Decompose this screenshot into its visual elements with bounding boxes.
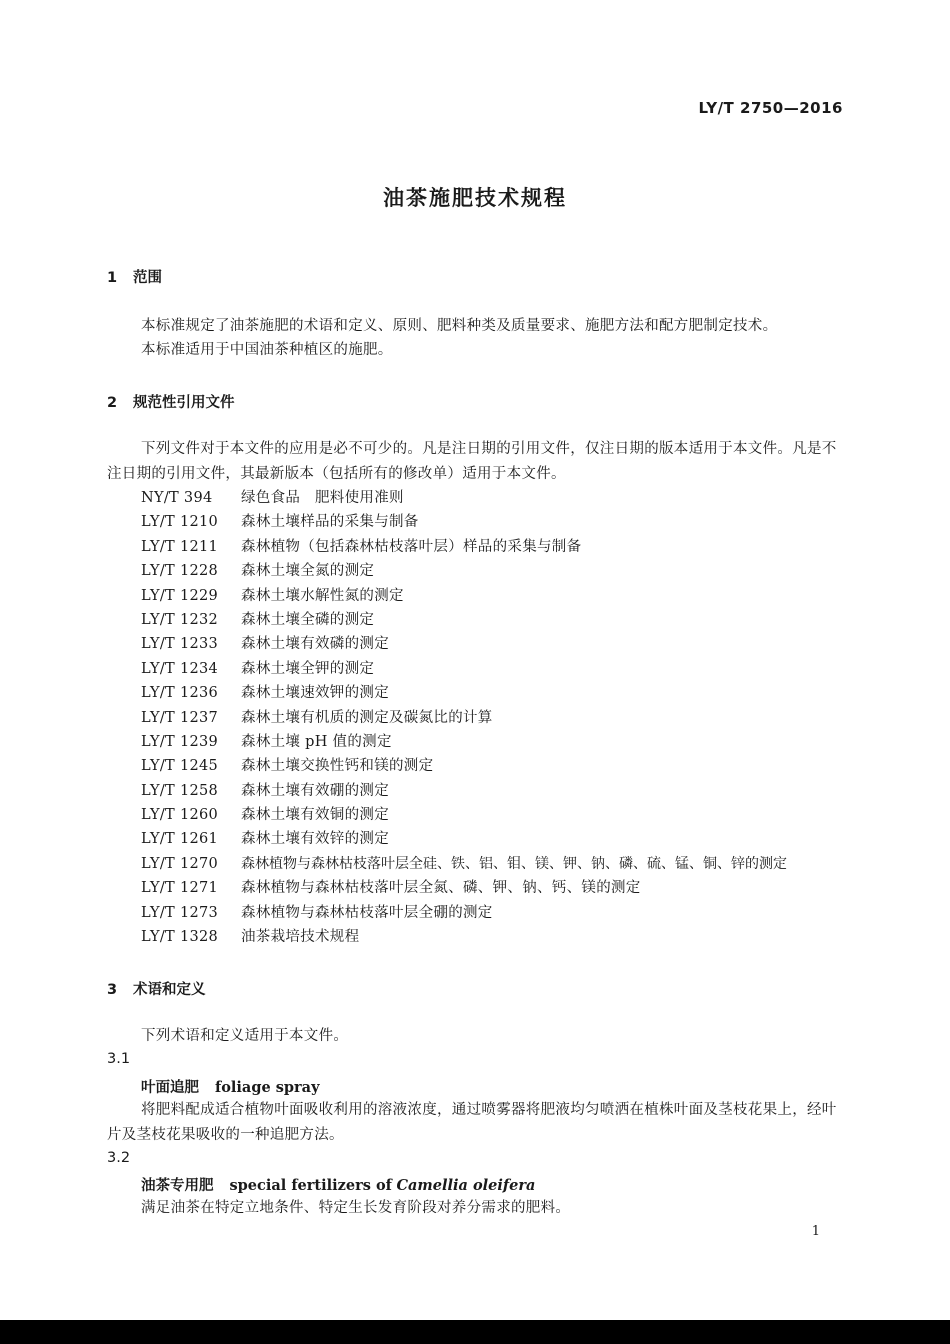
reference-code: LY/T 1232	[141, 612, 219, 628]
viewer-bottom-bar	[0, 1320, 950, 1344]
section-title: 范围	[133, 270, 162, 286]
reference-item	[141, 486, 404, 511]
section-number: 3	[107, 982, 118, 998]
term-en-italic: Camellia oleifera	[396, 1177, 536, 1194]
reference-code: LY/T 1270	[141, 856, 219, 872]
section-3-heading	[107, 978, 206, 999]
reference-item	[141, 535, 581, 560]
section-title: 规范性引用文件	[133, 395, 235, 411]
scope-paragraph-2: 本标准适用于中国油茶种植区的施肥。	[141, 342, 393, 358]
reference-title: 森林土壤交换性钙和镁的测定	[241, 758, 434, 774]
reference-title: 森林土壤有效磷的测定	[241, 636, 389, 652]
reference-title: 森林土壤有效锌的测定	[241, 831, 389, 847]
clause-number: 3.2	[107, 1150, 131, 1166]
reference-item	[141, 803, 389, 828]
reference-item	[141, 754, 433, 779]
reference-item	[141, 827, 389, 852]
reference-title: 森林植物（包括森林枯枝落叶层）样品的采集与制备	[241, 539, 582, 555]
section-1-heading	[107, 266, 162, 287]
reference-item	[141, 779, 389, 804]
reference-code: LY/T 1261	[141, 831, 219, 847]
term-zh: 叶面追肥	[141, 1080, 199, 1096]
reference-code: LY/T 1260	[141, 807, 219, 823]
standard-code: LY/T 2750—2016	[698, 99, 843, 117]
clause-number: 3.1	[107, 1051, 131, 1067]
reference-code: LY/T 1328	[141, 929, 219, 945]
reference-item	[141, 706, 493, 731]
term-en: special fertilizers of	[229, 1177, 392, 1194]
reference-code: LY/T 1211	[141, 539, 219, 555]
reference-title: 森林土壤有效铜的测定	[241, 807, 389, 823]
reference-item	[141, 559, 374, 584]
term-en: foliage spray	[215, 1079, 320, 1096]
term-definition: 将肥料配成适合植物叶面吸收利用的溶液浓度，通过喷雾器将肥液均匀喷洒在植株叶面及茎枝花果上，经叶片及茎枝花果吸收的一种追肥方法。	[107, 1102, 837, 1143]
term-heading	[141, 1076, 320, 1097]
reference-title: 森林土壤有机质的测定及碳氮比的计算	[241, 710, 493, 726]
reference-item	[141, 657, 374, 682]
reference-code: LY/T 1234	[141, 661, 219, 677]
reference-item	[141, 632, 389, 657]
reference-title: 油茶栽培技术规程	[241, 929, 360, 945]
reference-title: 森林土壤速效钾的测定	[241, 685, 389, 701]
reference-code: LY/T 1245	[141, 758, 219, 774]
reference-title: 森林土壤全钾的测定	[241, 661, 375, 677]
scope-paragraph-1: 本标准规定了油茶施肥的术语和定义、原则、肥料种类及质量要求、施肥方法和配方肥制定技术。	[141, 318, 778, 334]
reference-title: 森林土壤全氮的测定	[241, 563, 375, 579]
reference-title: 森林土壤 pH 值的测定	[241, 734, 392, 750]
reference-code: LY/T 1210	[141, 514, 219, 530]
reference-title: 森林植物与森林枯枝落叶层全硼的测定	[241, 905, 493, 921]
reference-title: 森林植物与森林枯枝落叶层全硅、铁、铝、钼、镁、钾、钠、磷、硫、锰、铜、锌的测定	[241, 856, 787, 872]
section-title: 术语和定义	[133, 982, 206, 998]
reference-item	[141, 608, 374, 633]
reference-title: 绿色食品 肥料使用准则	[241, 490, 404, 506]
page-number: 1	[811, 1224, 820, 1239]
reference-code: LY/T 1229	[141, 588, 219, 604]
reference-title: 森林植物与森林枯枝落叶层全氮、磷、钾、钠、钙、镁的测定	[241, 880, 641, 896]
term-zh: 油茶专用肥	[141, 1178, 214, 1194]
document-title: 油茶施肥技术规程	[383, 186, 567, 210]
reference-code: LY/T 1228	[141, 563, 219, 579]
normative-refs-intro: 下列文件对于本文件的应用是必不可少的。凡是注日期的引用文件，仅注日期的版本适用于本文件。凡是不注日期的引用文件，其最新版本（包括所有的修改单）适用于本文件。	[107, 441, 837, 482]
reference-code: LY/T 1237	[141, 710, 219, 726]
reference-code: LY/T 1233	[141, 636, 219, 652]
reference-item	[141, 852, 787, 877]
reference-title: 森林土壤水解性氮的测定	[241, 588, 404, 604]
reference-code: LY/T 1258	[141, 783, 219, 799]
reference-item	[141, 584, 404, 609]
reference-title: 森林土壤全磷的测定	[241, 612, 375, 628]
reference-item	[141, 730, 392, 755]
reference-code: LY/T 1236	[141, 685, 219, 701]
reference-code: LY/T 1239	[141, 734, 219, 750]
reference-item	[141, 510, 419, 535]
reference-item	[141, 681, 389, 706]
reference-code: LY/T 1271	[141, 880, 219, 896]
reference-item	[141, 876, 641, 901]
reference-item	[141, 901, 493, 926]
reference-item	[141, 925, 359, 950]
term-definition: 满足油茶在特定立地条件、特定生长发育阶段对养分需求的肥料。	[141, 1200, 571, 1216]
terms-intro: 下列术语和定义适用于本文件。	[141, 1028, 349, 1044]
reference-code: LY/T 1273	[141, 905, 219, 921]
section-2-heading	[107, 391, 235, 412]
reference-title: 森林土壤样品的采集与制备	[241, 514, 419, 530]
term-heading	[141, 1174, 535, 1195]
reference-code: NY/T 394	[141, 490, 213, 506]
section-number: 2	[107, 395, 118, 411]
section-number: 1	[107, 270, 118, 286]
reference-title: 森林土壤有效硼的测定	[241, 783, 389, 799]
